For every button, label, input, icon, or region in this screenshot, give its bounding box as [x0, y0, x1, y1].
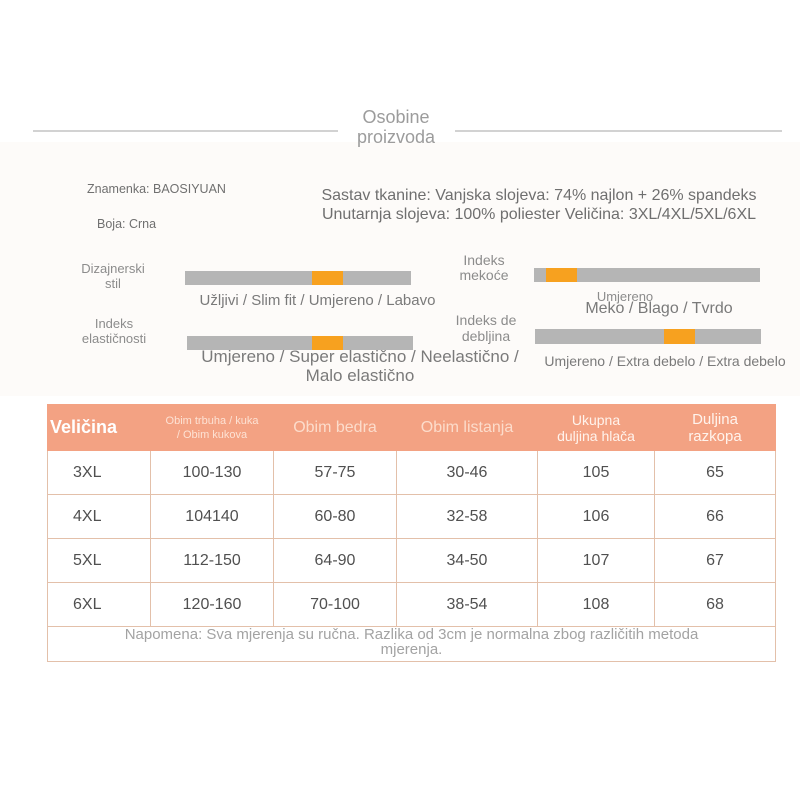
elasticity-label-line: elastičnosti	[81, 331, 147, 346]
rise-cell: 68	[655, 583, 776, 627]
softness-options	[559, 300, 759, 318]
section-title-line: Osobine	[362, 107, 430, 127]
thickness-options	[538, 353, 792, 370]
elasticity-options	[190, 347, 530, 385]
header-rise-line: Duljina	[692, 410, 738, 428]
thickness-options-line: Umjereno / Extra debelo / Extra debelo	[544, 353, 786, 369]
total-length-cell: 107	[538, 539, 655, 583]
header-total-length-line: Ukupna	[571, 411, 621, 428]
table-row	[48, 539, 776, 583]
design-style-options	[170, 292, 465, 310]
elasticity-label-line: Indeks	[94, 316, 134, 331]
title-divider-left	[33, 130, 338, 132]
color-attribute: Boja: Crna	[97, 217, 157, 231]
measurement-note	[48, 627, 776, 662]
header-rise	[655, 405, 776, 451]
header-thigh	[274, 405, 397, 451]
design-style-scale-marker	[312, 271, 343, 285]
total-length-cell: 108	[538, 583, 655, 627]
thigh-cell: 60-80	[274, 495, 397, 539]
calf-cell: 32-58	[397, 495, 538, 539]
rise-cell: 67	[655, 539, 776, 583]
header-calf	[397, 405, 538, 451]
table-row	[48, 583, 776, 627]
design-style-scale-bar	[185, 271, 411, 285]
softness-label	[444, 253, 524, 283]
design-style-options-line: Užljivi / Slim fit / Umjereno / Labavo	[199, 292, 436, 309]
composition-line: Unutarnja slojeva: 100% poliester Veličina: 3XL/4XL/5XL/6XL	[321, 206, 757, 223]
section-title	[326, 107, 466, 147]
softness-scale-bar	[534, 268, 760, 282]
elasticity-label	[70, 316, 158, 346]
design-style-label-line: Dizajnerski	[81, 261, 145, 276]
calf-cell: 38-54	[397, 583, 538, 627]
measurement-note-line: mjerenja.	[380, 641, 443, 658]
calf-cell: 30-46	[397, 451, 538, 495]
design-style-label-line: stil	[105, 276, 121, 291]
size-cell: 6XL	[48, 583, 151, 627]
section-title-line: proizvoda	[356, 127, 436, 147]
size-table-header-row	[48, 405, 776, 451]
header-rise-line: razkopa	[688, 427, 742, 445]
elasticity-options-line: Malo elastično	[305, 366, 415, 385]
header-waist-hip	[151, 405, 274, 451]
header-thigh-text: Obim bedra	[293, 418, 377, 436]
calf-cell: 34-50	[397, 539, 538, 583]
softness-label-line: mekoće	[459, 267, 509, 283]
composition-attribute	[296, 186, 782, 224]
softness-scale-marker	[546, 268, 577, 282]
waist-hip-cell: 120-160	[151, 583, 274, 627]
thickness-scale-marker	[664, 329, 695, 344]
softness-options-line: Meko / Blago / Tvrdo	[585, 300, 733, 317]
softness-label-line: Indeks	[463, 252, 505, 268]
size-table	[47, 404, 776, 662]
design-style-label	[70, 261, 156, 291]
total-length-cell: 106	[538, 495, 655, 539]
waist-hip-cell: 100-130	[151, 451, 274, 495]
thickness-label	[446, 312, 526, 344]
header-size	[48, 405, 151, 451]
title-divider-right	[455, 130, 782, 132]
brand-attribute: Znamenka: BAOSIYUAN	[87, 182, 226, 196]
size-cell: 5XL	[48, 539, 151, 583]
waist-hip-cell: 112-150	[151, 539, 274, 583]
thickness-label-line: Indeks de	[455, 312, 517, 328]
waist-hip-cell: 104140	[151, 495, 274, 539]
size-cell: 4XL	[48, 495, 151, 539]
header-total-length-line: duljina hlača	[557, 427, 635, 444]
thickness-label-line: debljina	[461, 328, 511, 344]
thigh-cell: 70-100	[274, 583, 397, 627]
table-row	[48, 495, 776, 539]
header-waist-hip-line: / Obim kukova	[176, 428, 248, 441]
header-size-text: Veličina	[50, 417, 118, 437]
elasticity-options-line: Umjereno / Super elastično / Neelastično /	[201, 347, 519, 366]
rise-cell: 66	[655, 495, 776, 539]
total-length-cell: 105	[538, 451, 655, 495]
size-cell: 3XL	[48, 451, 151, 495]
rise-cell: 65	[655, 451, 776, 495]
composition-line: Sastav tkanine: Vanjska slojeva: 74% najlon + 26% spandeks	[321, 187, 757, 204]
header-calf-text: Obim listanja	[420, 418, 514, 436]
thickness-scale-bar	[535, 329, 761, 344]
header-waist-hip-line: Obim trbuha / kuka	[165, 414, 259, 427]
softness-note: Umjereno	[596, 289, 654, 304]
header-total-length	[538, 405, 655, 451]
note-row	[48, 627, 776, 662]
table-row	[48, 451, 776, 495]
thigh-cell: 64-90	[274, 539, 397, 583]
thigh-cell: 57-75	[274, 451, 397, 495]
measurement-note-line: Napomena: Sva mjerenja su ručna. Razlika od 3cm je normalna zbog različitih metoda	[124, 626, 699, 643]
